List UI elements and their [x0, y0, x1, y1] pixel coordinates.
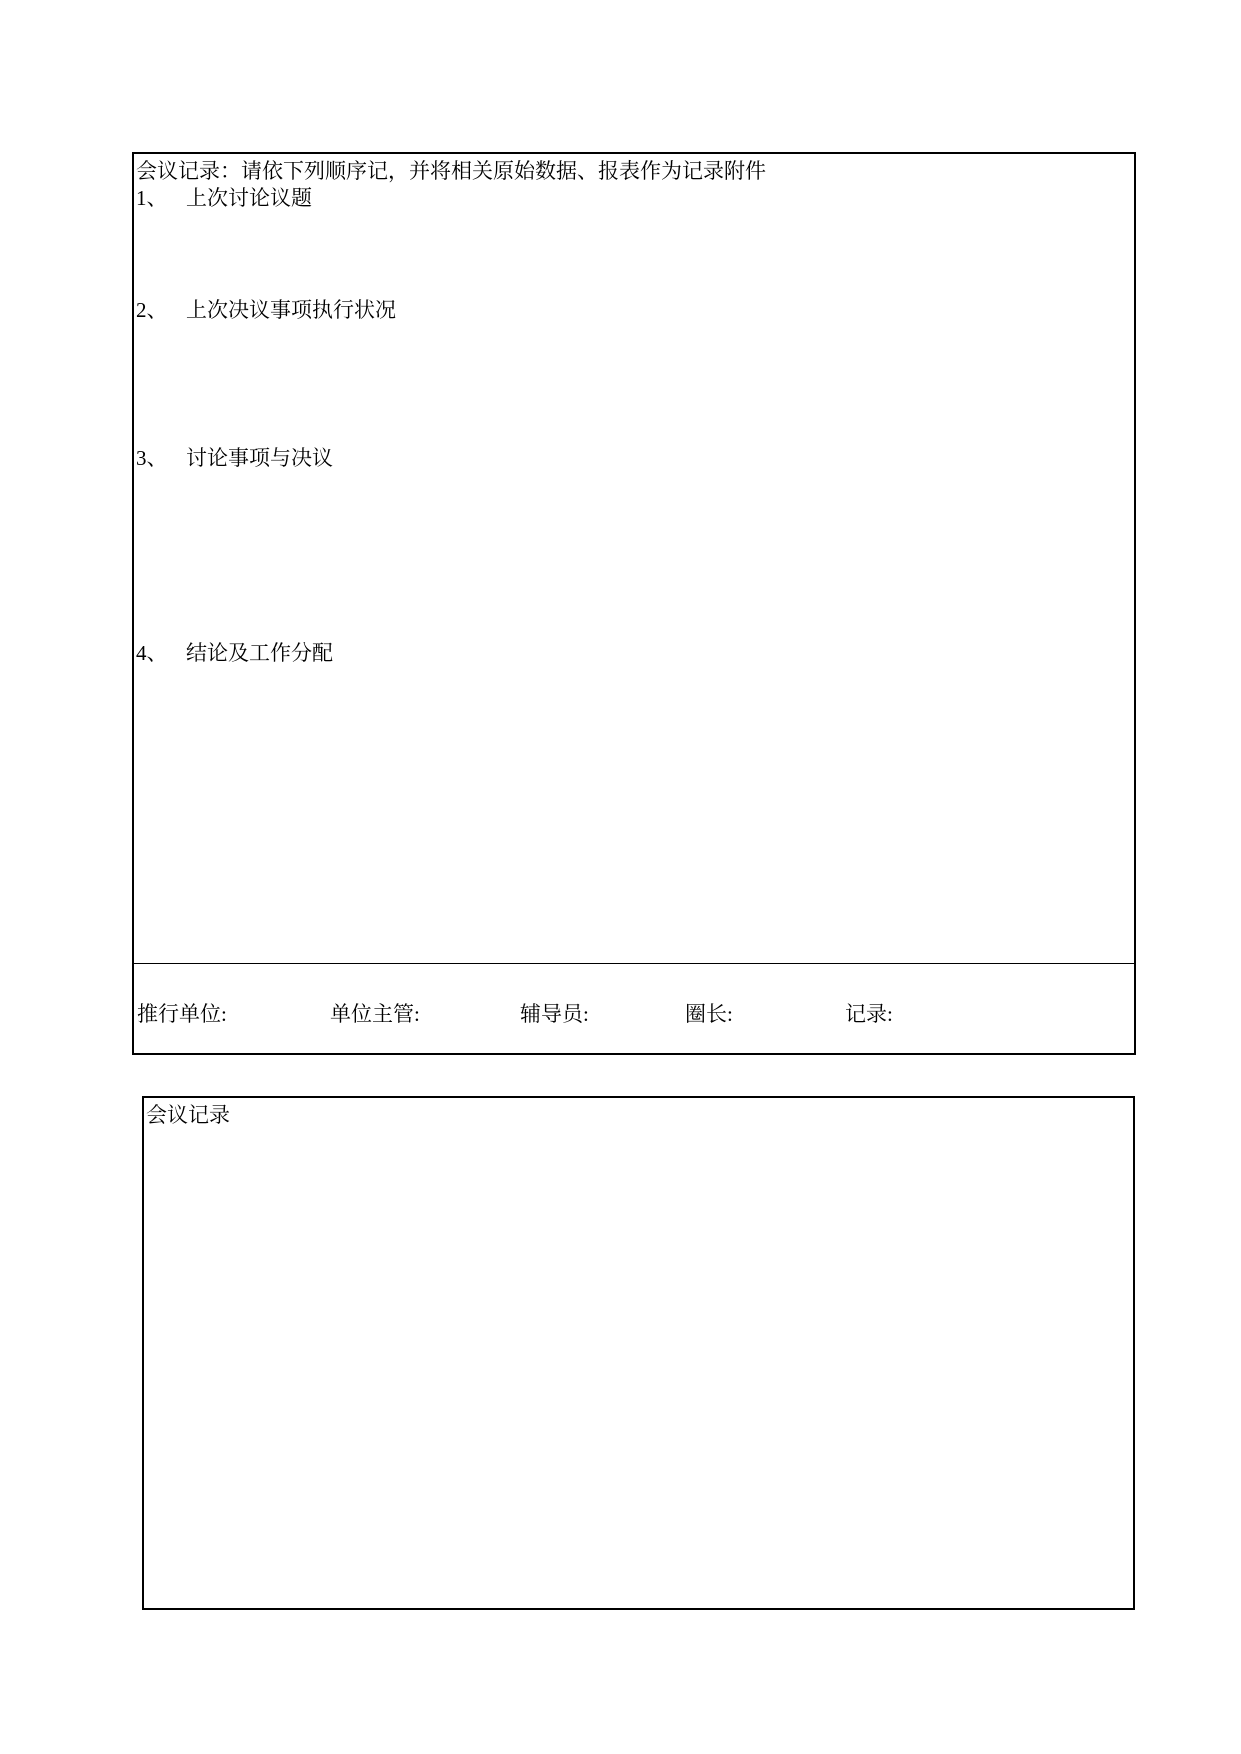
agenda-item-4-number: 4、 [136, 641, 168, 665]
meeting-record-form-box [132, 152, 1136, 1055]
signature-label-unit-supervisor: 单位主管: [330, 1002, 420, 1026]
agenda-item-4-label: 结论及工作分配 [186, 641, 333, 665]
meeting-minutes-box [142, 1096, 1135, 1610]
signature-row-divider [134, 963, 1134, 964]
agenda-item-2-label: 上次决议事项执行状况 [186, 298, 396, 322]
signature-label-counselor: 辅导员: [520, 1002, 589, 1026]
form-instruction-header: 会议记录：请依下列顺序记，并将相关原始数据、报表作为记录附件 [136, 159, 766, 183]
agenda-item-3 [136, 445, 1132, 472]
minutes-box-title: 会议记录 [146, 1103, 230, 1127]
agenda-item-3-label: 讨论事项与决议 [186, 446, 333, 470]
agenda-item-1-number: 1、 [136, 186, 168, 210]
agenda-item-2 [136, 297, 1132, 324]
signature-row [134, 1001, 1134, 1028]
signature-label-circle-leader: 圈长: [685, 1002, 733, 1026]
signature-label-promoting-unit: 推行单位: [137, 1002, 227, 1026]
signature-label-recorder: 记录: [845, 1002, 893, 1026]
agenda-item-1-label: 上次讨论议题 [186, 186, 312, 210]
agenda-item-4 [136, 640, 1132, 667]
agenda-item-3-number: 3、 [136, 446, 168, 470]
agenda-item-2-number: 2、 [136, 298, 168, 322]
agenda-item-1 [136, 185, 1132, 212]
